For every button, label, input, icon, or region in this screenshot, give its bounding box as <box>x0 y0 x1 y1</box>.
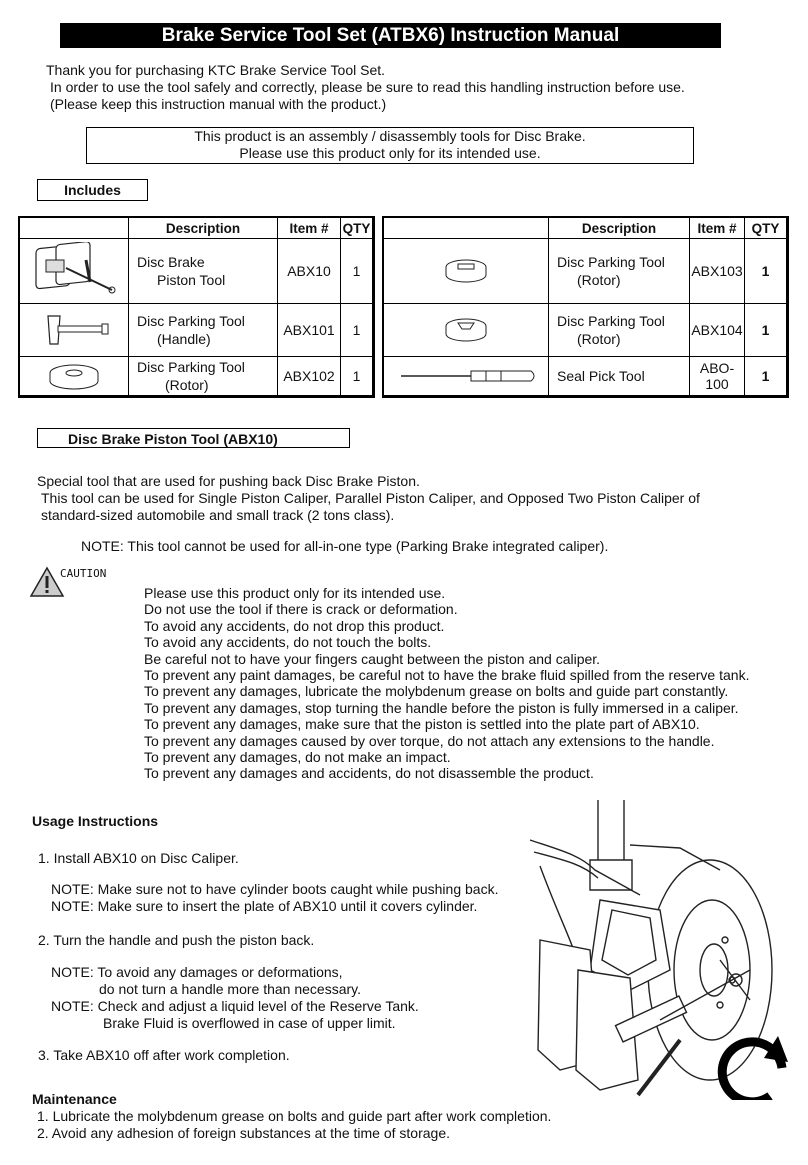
rotor-tool-image <box>383 239 549 304</box>
caution-item: To prevent any damages and accidents, do not disassemble the product. <box>144 765 594 782</box>
caution-item: To avoid any accidents, do not drop this product. <box>144 617 445 634</box>
piston-description <box>37 473 700 524</box>
usage-note: NOTE: Make sure not to have cylinder boots caught while pushing back. <box>51 881 499 897</box>
piston-section-label: Disc Brake Piston Tool (ABX10) <box>37 428 350 448</box>
table-row <box>19 357 374 397</box>
table-row <box>383 357 788 397</box>
usage-note: do not turn a handle more than necessary. <box>99 981 362 997</box>
description-header: Description <box>549 217 690 239</box>
usage-step-2: 2. Turn the handle and push the piston back. <box>38 932 315 948</box>
intro-line: (Please keep this instruction manual with the product.) <box>50 96 387 112</box>
maintenance-item: 2. Avoid any adhesion of foreign substances at the time of storage. <box>37 1125 451 1141</box>
caution-item: Do not use the tool if there is crack or deformation. <box>144 601 458 618</box>
usage-title: Usage Instructions <box>32 813 159 829</box>
caution-item: To prevent any damages, stop turning the handle before the piston is fully immersed in a caliper. <box>144 699 739 716</box>
notice-line: This product is an assembly / disassembly tools for Disc Brake. <box>194 128 586 144</box>
item-header: Item # <box>278 217 341 239</box>
description-cell <box>549 304 690 357</box>
item-cell: ABX101 <box>278 304 341 357</box>
caution-item: To avoid any accidents, do not touch the bolts. <box>144 634 432 651</box>
qty-cell: 1 <box>745 357 788 397</box>
caution-item: To prevent any damages, make sure that the piston is settled into the plate part of ABX10. <box>144 716 700 733</box>
table-row <box>383 239 788 304</box>
picture-header <box>19 217 129 239</box>
description-cell <box>129 357 278 397</box>
caution-label: CAUTION <box>60 567 107 580</box>
description-header: Description <box>129 217 278 239</box>
description-line: Disc Parking Tool <box>137 359 245 375</box>
qty-cell: 1 <box>341 239 374 304</box>
caliper-illustration <box>520 800 790 1100</box>
description-line: Piston Tool <box>157 272 226 288</box>
description-line: Disc Parking Tool <box>137 313 245 329</box>
handle-tool-image <box>19 304 129 357</box>
notice-line: Please use this product only for its intended use. <box>239 145 541 161</box>
description-line: Disc Brake <box>137 254 205 270</box>
item-cell: ABX102 <box>278 357 341 397</box>
qty-cell: 1 <box>341 304 374 357</box>
notice-box <box>86 127 694 164</box>
intro-line: In order to use the tool safely and correctly, please be sure to read this handling instruction before use. <box>50 79 685 95</box>
usage-note: NOTE: Check and adjust a liquid level of the Reserve Tank. <box>51 998 419 1014</box>
caution-item: To prevent any damages, lubricate the molybdenum grease on bolts and guide part constantly. <box>144 683 729 700</box>
qty-cell: 1 <box>745 304 788 357</box>
piston-tool-image <box>19 239 129 304</box>
page-title: Brake Service Tool Set (ATBX6) Instruction Manual <box>60 23 721 48</box>
table-row <box>19 304 374 357</box>
caution-item: To prevent any damages, do not make an impact. <box>144 749 451 766</box>
piston-desc-line: This tool can be used for Single Piston Caliper, Parallel Piston Caliper, and Opposed Two Piston Caliper of <box>41 490 700 506</box>
usage-step-1: 1. Install ABX10 on Disc Caliper. <box>38 850 239 866</box>
maintenance-title: Maintenance <box>32 1091 117 1107</box>
item-cell: ABO-100 <box>690 357 745 397</box>
description-cell <box>549 239 690 304</box>
rotor-tool-image <box>19 357 129 397</box>
qty-cell: 1 <box>745 239 788 304</box>
piston-desc-line: standard-sized automobile and small track (2 tons class). <box>41 507 395 523</box>
picture-header <box>383 217 549 239</box>
description-cell <box>129 239 278 304</box>
caution-item: To prevent any damages caused by over torque, do not attach any extensions to the handle. <box>144 732 715 749</box>
description-line: (Handle) <box>157 331 211 347</box>
includes-label: Includes <box>37 179 148 201</box>
description-line: Disc Parking Tool <box>557 254 665 270</box>
description-cell <box>549 357 690 397</box>
rotor-tool-image <box>383 304 549 357</box>
maintenance-item: 1. Lubricate the molybdenum grease on bolts and guide part after work completion. <box>37 1108 552 1124</box>
qty-header: QTY <box>745 217 788 239</box>
description-line: (Rotor) <box>165 377 209 393</box>
item-header: Item # <box>690 217 745 239</box>
includes-table-right <box>382 216 789 398</box>
note-all-in-one: NOTE: This tool cannot be used for all-in-one type (Parking Brake integrated caliper). <box>81 538 609 554</box>
description-cell <box>129 304 278 357</box>
qty-header: QTY <box>341 217 374 239</box>
caution-item: Be careful not to have your fingers caught between the piston and caliper. <box>144 650 601 667</box>
description-line: Seal Pick Tool <box>557 368 645 384</box>
seal-pick-image <box>383 357 549 397</box>
table-row <box>19 239 374 304</box>
usage-note: Brake Fluid is overflowed in case of upper limit. <box>103 1015 396 1031</box>
caution-item: Please use this product only for its intended use. <box>144 585 446 601</box>
table-row <box>383 304 788 357</box>
description-line: (Rotor) <box>577 331 621 347</box>
intro-line: Thank you for purchasing KTC Brake Service Tool Set. <box>46 62 386 78</box>
item-cell: ABX103 <box>690 239 745 304</box>
usage-step-3: 3. Take ABX10 off after work completion. <box>38 1047 290 1063</box>
piston-desc-line: Special tool that are used for pushing back Disc Brake Piston. <box>37 473 420 489</box>
usage-note: NOTE: To avoid any damages or deformations, <box>51 964 343 980</box>
includes-table-left <box>18 216 375 398</box>
item-cell: ABX104 <box>690 304 745 357</box>
caution-list <box>144 585 749 782</box>
qty-cell: 1 <box>341 357 374 397</box>
description-line: Disc Parking Tool <box>557 313 665 329</box>
usage-note: NOTE: Make sure to insert the plate of ABX10 until it covers cylinder. <box>51 898 478 914</box>
intro-text <box>44 62 764 113</box>
item-cell: ABX10 <box>278 239 341 304</box>
description-line: (Rotor) <box>577 272 621 288</box>
caution-item: To prevent any paint damages, be careful not to have the brake fluid spilled from the reserve tank. <box>144 667 750 684</box>
